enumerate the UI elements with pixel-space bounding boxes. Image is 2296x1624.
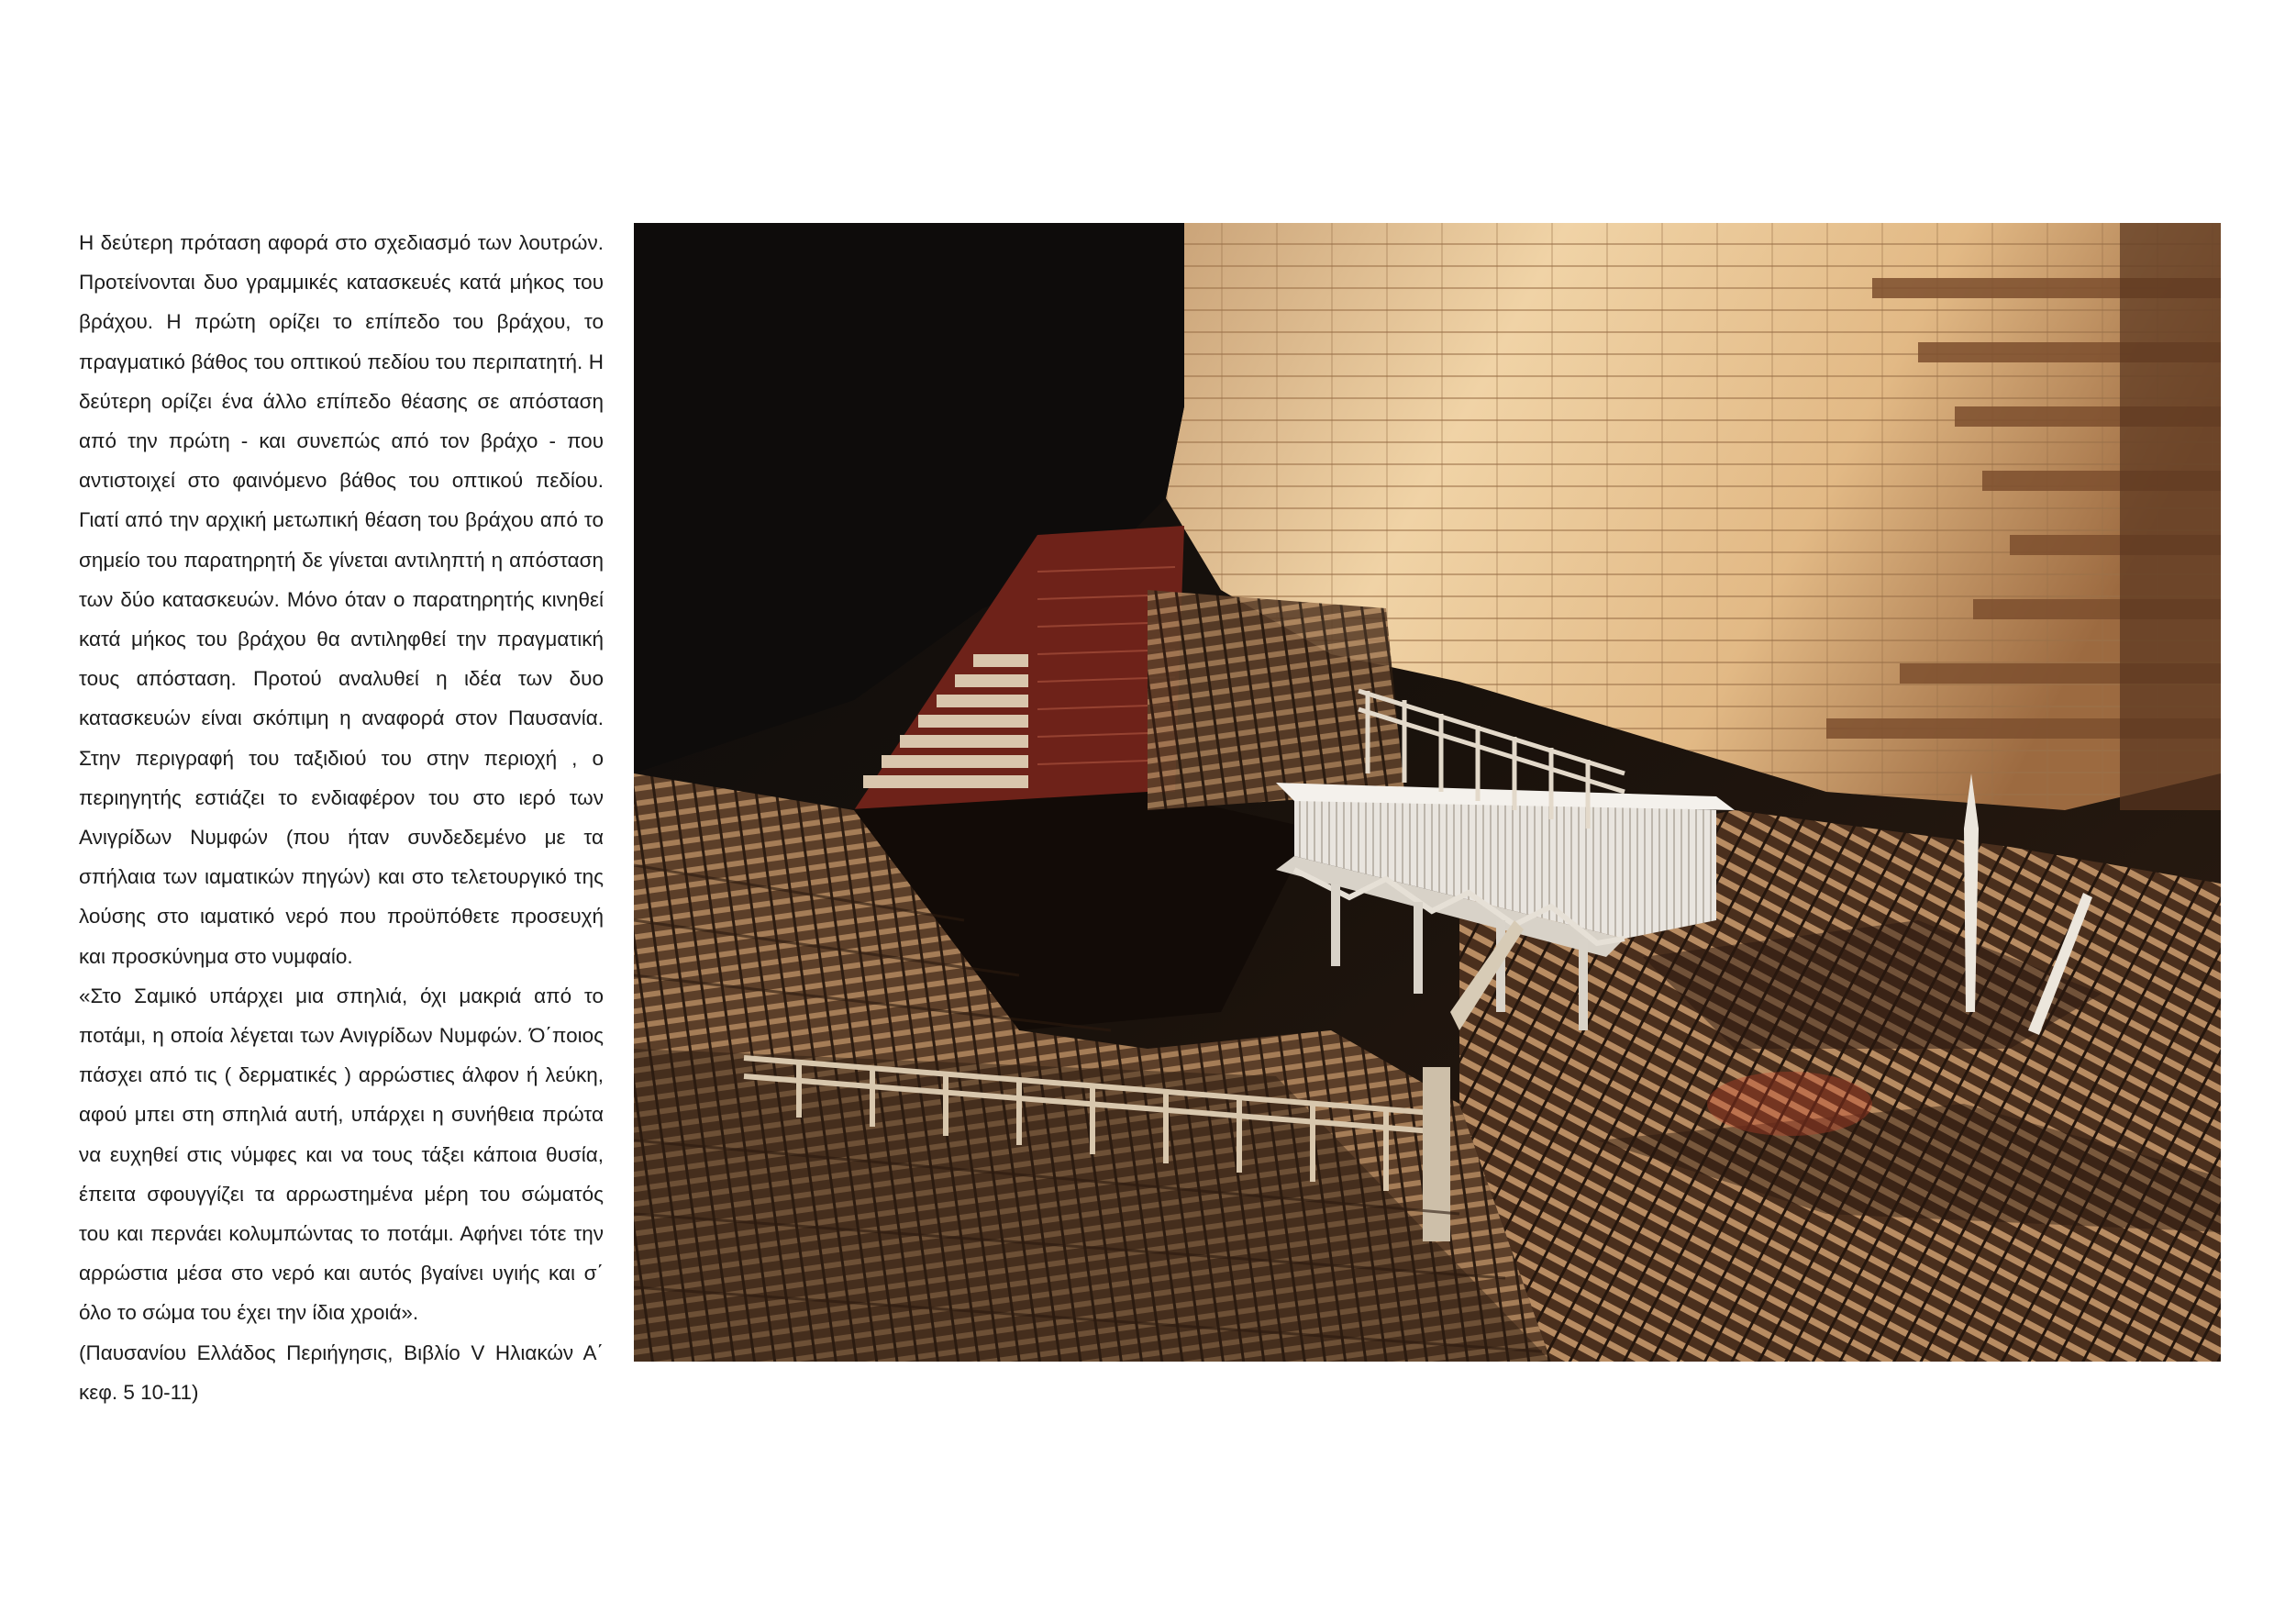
body-paragraph: Η δεύτερη πρόταση αφορά στο σχεδιασμό των λουτρών. Προτείνονται δυο γραμμικές κατασκευές κατά μήκος του βράχου. Η πρώτη ορίζει το επίπεδο του βράχου, το πραγματικό βάθος του οπτικού πεδίου του περιπατητή. Η δεύτερη ορίζει ένα άλλο επίπεδο θέασης σε απόσταση από την πρώτη - και συνεπώς από τον βράχο - που αντιστοιχεί στο φαινόμενο βάθος του οπτικού πεδίου. Γιατί από την αρχική μετωπική θέαση του βράχου από το σημείο του παρατηρητή δε γίνεται αντιληπτή η απόσταση των δύο κατασκευών. Μόνο όταν ο παρατηρητής κινηθεί κατά μήκος του βράχου θα αντιληφθεί την πραγματική τους απόσταση. Προτού αναλυθεί η ιδέα των δυο κατασκευών είναι σκόπιμη η αναφορά στον Παυσανία. Στην περιγραφή του ταξιδιού του στην περιοχή , ο περιηγητής εστιάζει το ενδιαφέρον του στο ιερό των Ανιγρίδων Νυμφών (που ήταν συνδεδεμένο με τα σπήλαια των ιαματικών πηγών) και στο τελετουργικό της λούσης στο ιαματικό νερό που προϋπόθετε προσευχή και προσκύνημα στο νυμφαίο. <box>79 231 604 968</box>
pausanias-quote: «Στο Σαμικό υπάρχει μια σπηλιά, όχι μακριά από το ποτάμι, η οποία λέγεται των Ανιγρίδων Νυμφών. Ό΄ποιος πάσχει από τις ( δερματικές ) αρρώστιες άλφον ή λεύκη, αφού μπει στη σπηλιά αυτή, υπάρχει η συνήθεια πρώτα να ευχηθεί στις νύμφες και να τους τάξει κάποια θυσία, έπειτα σφουγγίζει τα αρρωστημένα μέρη του σώματός του και περνάει κολυμπώντας το ποτάμι. Αφήνει τότε την αρρώστια μέσα στο νερό και αυτός βγαίνει υγιής και σ΄ όλο το σώμα του έχει την ίδια χροιά». <box>79 984 604 1325</box>
text-column <box>79 223 604 1404</box>
architectural-model-photo <box>634 223 2221 1362</box>
quote-citation: (Παυσανίου Ελλάδος Περιήγησις, Βιβλίο V Ηλιακών Α΄ κεφ. 5 10-11) <box>79 1340 604 1404</box>
model-photo-illustration <box>634 223 2221 1362</box>
